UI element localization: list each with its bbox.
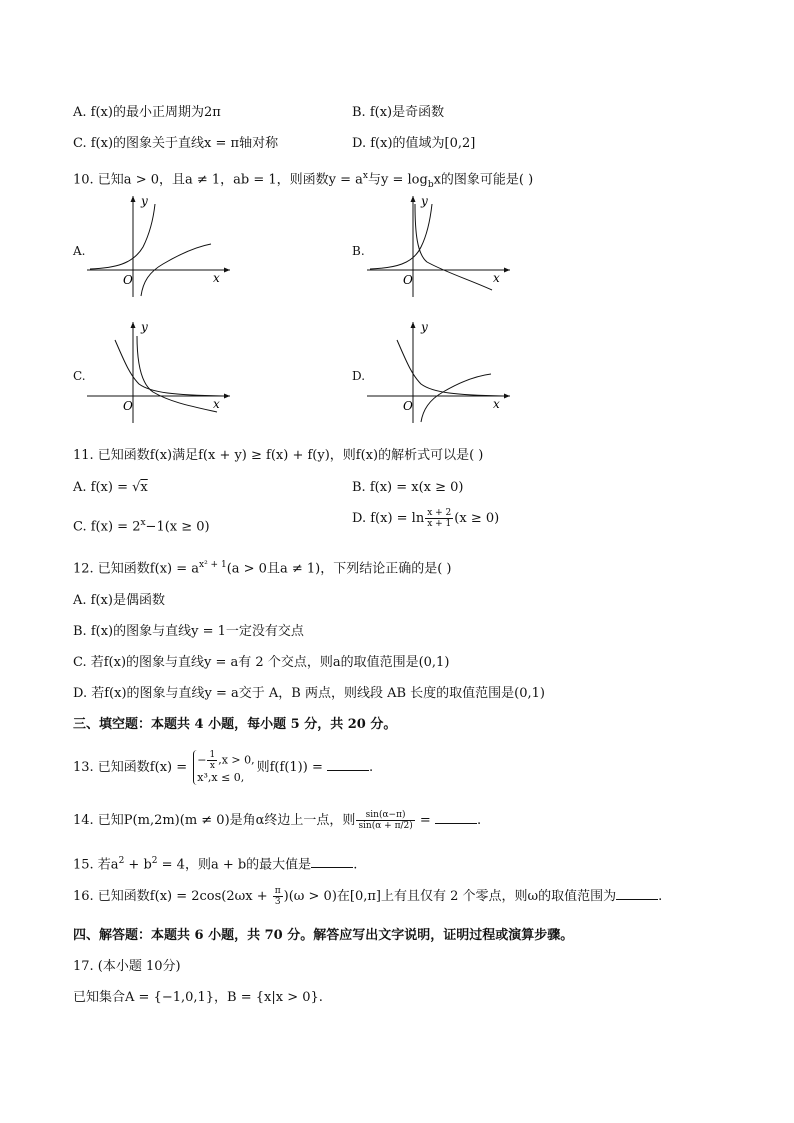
graph-d-y-label: y <box>421 320 428 334</box>
q12-stem: 12. 已知函数$f(x) = a^{x^2 + 1}(a > 0$且a ≠ 1)，下列结论正确的是( ) <box>73 560 452 577</box>
graph-a-label: A. <box>73 244 86 258</box>
graph-d-origin: O <box>403 399 413 413</box>
q12-option-d: D. 若f(x)的图象与直线y = a交于 A，B 两点，则线段 AB 长度的取值范围是(0,1) <box>73 686 545 701</box>
graph-a-origin: O <box>123 273 133 287</box>
q9-option-b: B. f(x)是奇函数 <box>352 105 445 120</box>
q12-option-b: B. f(x)的图象与直线y = 1一定没有交点 <box>73 624 304 639</box>
q11-option-b: B. f(x) = x(x ≥ 0) <box>352 480 464 495</box>
graph-c-x-label: x <box>213 397 220 411</box>
q10-stem: 10. 已知a > 0，且a ≠ 1，ab = 1，则函数$y = a^x$与$y = \log_bx$的图象可能是( ) <box>73 171 534 190</box>
q16: 16. 已知函数f(x) = 2cos(2ωx + $\frac{\pi}{3}$ )(ω > 0)在[0,π]上有且仅有 2 个零点，则ω的取值范围为 . <box>73 886 663 907</box>
q12-option-a: A. f(x)是偶函数 <box>73 593 165 608</box>
graph-d <box>365 318 515 426</box>
graph-d-x-label: x <box>493 397 500 411</box>
q15-answer-blank[interactable] <box>311 855 353 868</box>
q13-answer-blank[interactable] <box>327 758 369 771</box>
graph-d-label: D. <box>352 369 366 383</box>
graph-b <box>365 192 515 300</box>
q16-answer-blank[interactable] <box>616 887 658 900</box>
graph-b-y-label: y <box>421 194 428 208</box>
graph-a-y-label: y <box>141 194 148 208</box>
q13-piecewise: − $\frac{1}{x}$ ,x > 0, x³,x ≤ 0, <box>193 750 254 785</box>
q13: 13. 已知函数f(x) = − $\frac{1}{x}$ ,x > 0, x³,x ≤ 0, 则f(f(1)) = . <box>73 750 374 784</box>
graph-b-x-label: x <box>493 271 500 285</box>
q9-option-a: A. f(x)的最小正周期为2π <box>73 105 221 120</box>
q12-option-c: C. 若f(x)的图象与直线y = a有 2 个交点，则a的取值范围是(0,1) <box>73 655 450 670</box>
graph-a <box>85 192 235 300</box>
q14-answer-blank[interactable] <box>435 811 477 824</box>
q11-stem: 11. 已知函数f(x)满足f(x + y) ≥ f(x) + f(y)，则f(x)的解析式可以是( ) <box>73 448 484 463</box>
q9-option-c: C. f(x)的图象关于直线x = π轴对称 <box>73 136 279 151</box>
q17-text: 已知集合A = {−1,0,1}，B = {x|x > 0}. <box>73 990 323 1005</box>
graph-c <box>85 318 235 426</box>
q15: 15. 若$a^2 + b^2 = 4$，则a + b的最大值是 . <box>73 856 358 873</box>
q9-option-d: D. f(x)的值域为[0,2] <box>352 136 476 151</box>
graph-b-label: B. <box>352 244 365 258</box>
q11-option-d: D. f(x) = ln $\frac{x + 2}{x + 1}$ (x ≥ 0) <box>352 508 500 529</box>
graph-c-y-label: y <box>141 320 148 334</box>
section-4-heading: 四、解答题：本题共 6 小题，共 70 分。解答应写出文字说明，证明过程或演算步骤。 <box>73 928 574 943</box>
graph-b-origin: O <box>403 273 413 287</box>
q11-option-a: A. f(x) = √x <box>73 480 148 495</box>
graph-c-label: C. <box>73 369 86 383</box>
section-3-heading: 三、填空题：本题共 4 小题，每小题 5 分，共 20 分。 <box>73 717 397 732</box>
graph-c-origin: O <box>123 399 133 413</box>
q17-title: 17. (本小题 10分) <box>73 959 181 974</box>
q14: 14. 已知P(m,2m)(m ≠ 0)是角α终边上一点，则 $\frac{\sin(\alpha-\pi)}{\sin(\alpha + \pi/2)}$ = . <box>73 810 482 831</box>
q11-option-c: C. $f(x) = 2^x-1(x \ge 0)$ <box>73 518 210 535</box>
graph-a-x-label: x <box>213 271 220 285</box>
